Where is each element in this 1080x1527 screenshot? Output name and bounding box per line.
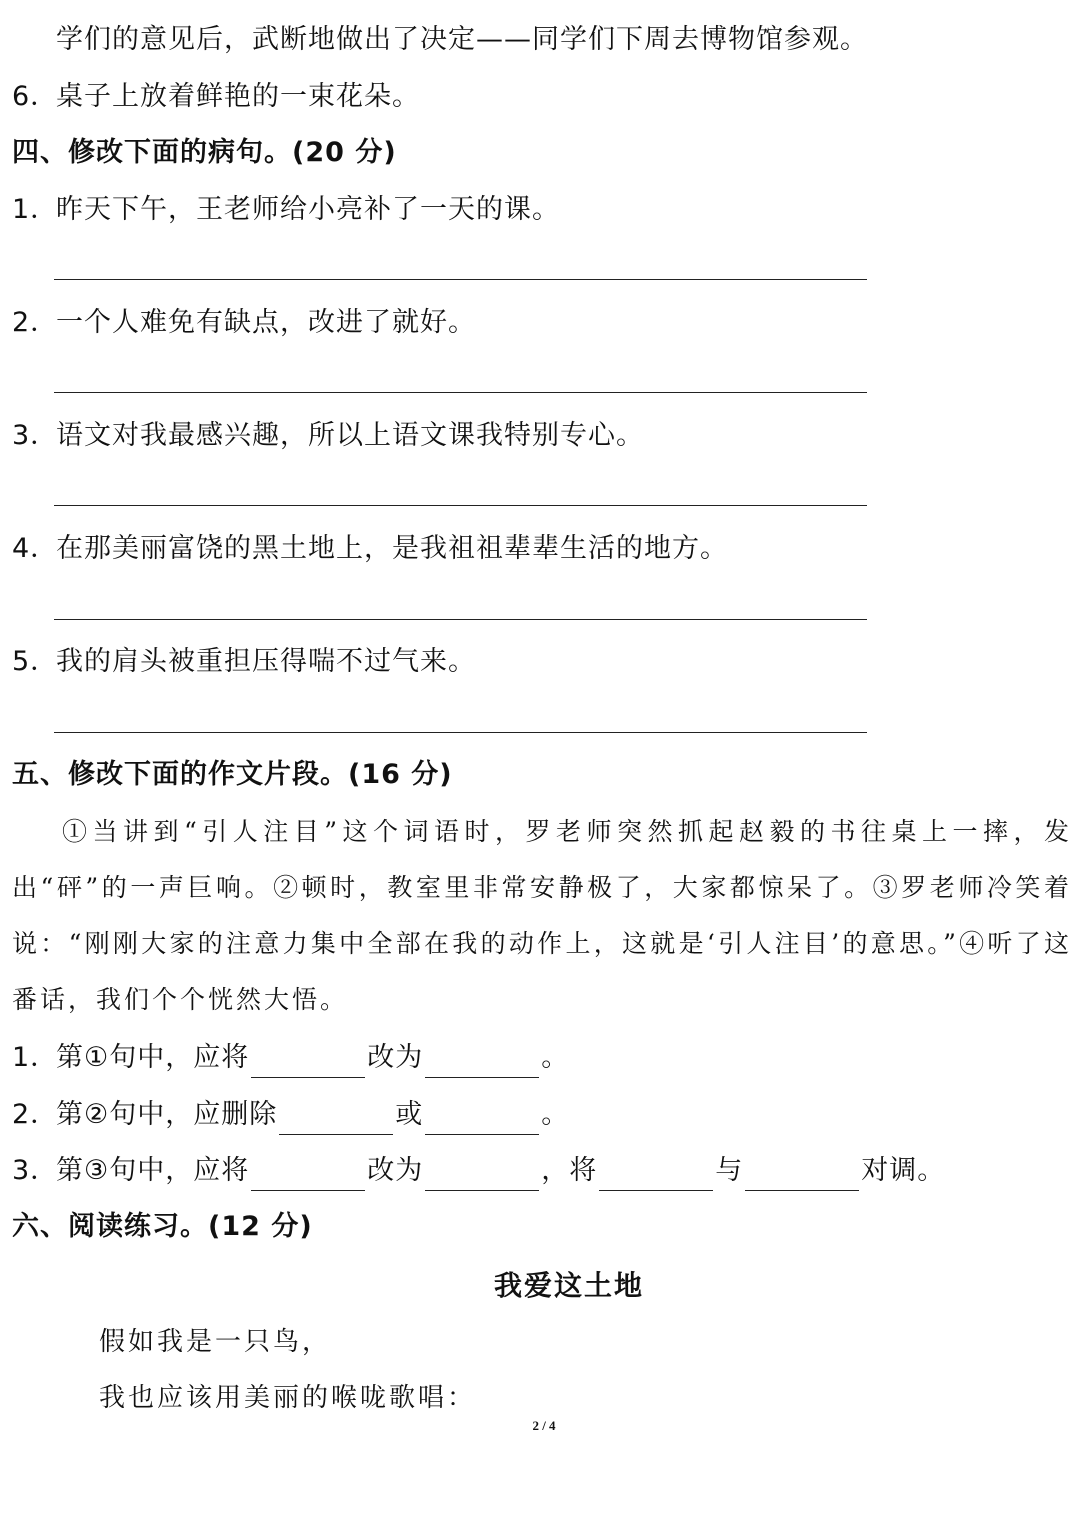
item-number: 3． [12,420,59,451]
item-number: 2． [12,1099,59,1130]
blank-field[interactable] [599,1160,713,1191]
item-number: 6． [12,81,59,112]
item-number: 2． [12,307,59,338]
item-text: 在那美丽富饶的黑土地上，是我祖祖辈辈生活的地方。 [56,533,728,564]
question-text: 改为 [367,1042,424,1073]
sentence-item-1 [12,190,1068,230]
question-1 [12,1038,1068,1078]
item-number: 1． [12,1042,59,1073]
blank-field[interactable] [425,1047,539,1078]
blank-field[interactable] [425,1104,539,1135]
sentence-item-2 [12,303,1068,343]
item-number: 4． [12,533,59,564]
section-6-heading: 六、阅读练习。(12 分) [12,1211,313,1242]
question-text: 改为 [367,1155,424,1186]
blank-field[interactable] [251,1047,365,1078]
answer-line-3[interactable] [54,505,867,506]
question-text: 第①句中，应将 [56,1042,250,1073]
answer-line-1[interactable] [54,279,867,280]
item-6 [12,77,1068,117]
question-text: 对调。 [861,1155,946,1186]
question-text: 第②句中，应删除 [56,1099,278,1130]
blank-field[interactable] [745,1160,859,1191]
composition-paragraph: ①当讲到“引人注目”这个词语时，罗老师突然抓起赵毅的书往桌上一摔，发出“砰”的一声巨响。②顿时，教室里非常安静极了，大家都惊呆了。③罗老师冷笑着说：“刚刚大家的注意力集中全部在我的动作上，这就是‘引人注目’的意思。”④听了这番话，我们个个恍然大悟。 [12,817,1072,1014]
item-text: 语文对我最感兴趣，所以上语文课我特别专心。 [56,420,644,451]
question-text: 。 [541,1042,570,1073]
blank-field[interactable] [251,1160,365,1191]
question-text: ，将 [541,1155,598,1186]
answer-line-5[interactable] [54,732,867,733]
item-number: 5． [12,646,59,677]
item-text: 一个人难免有缺点，改进了就好。 [56,307,476,338]
blank-field[interactable] [279,1104,393,1135]
answer-line-4[interactable] [54,619,867,620]
question-3 [12,1151,1068,1191]
poem-line-1: 假如我是一只鸟， [99,1327,332,1357]
section-5-heading: 五、修改下面的作文片段。(16 分) [12,759,453,790]
item-number: 1． [12,194,59,225]
blank-field[interactable] [425,1160,539,1191]
sentence-item-4 [12,529,1068,569]
question-text: 第③句中，应将 [56,1155,250,1186]
poem-line-2: 我也应该用美丽的喉咙歌唱： [99,1383,477,1413]
poem-title: 我爱这土地 [493,1269,644,1302]
sentence-item-5 [12,642,1068,682]
sentence-item-3 [12,416,1068,456]
item-text: 昨天下午，王老师给小亮补了一天的课。 [56,194,560,225]
item-text: 桌子上放着鲜艳的一束花朵。 [56,81,420,112]
page-number: 2 / 4 [532,1418,556,1433]
question-text: 或 [395,1099,424,1130]
item-number: 3． [12,1155,59,1186]
answer-line-2[interactable] [54,392,867,393]
question-text: 。 [541,1099,570,1130]
item-text: 我的肩头被重担压得喘不过气来。 [56,646,476,677]
question-2 [12,1095,1068,1135]
continuation-line: 学们的意见后，武断地做出了决定——同学们下周去博物馆参观。 [56,24,868,55]
section-4-heading: 四、修改下面的病句。(20 分) [12,137,397,168]
question-text: 与 [715,1155,744,1186]
